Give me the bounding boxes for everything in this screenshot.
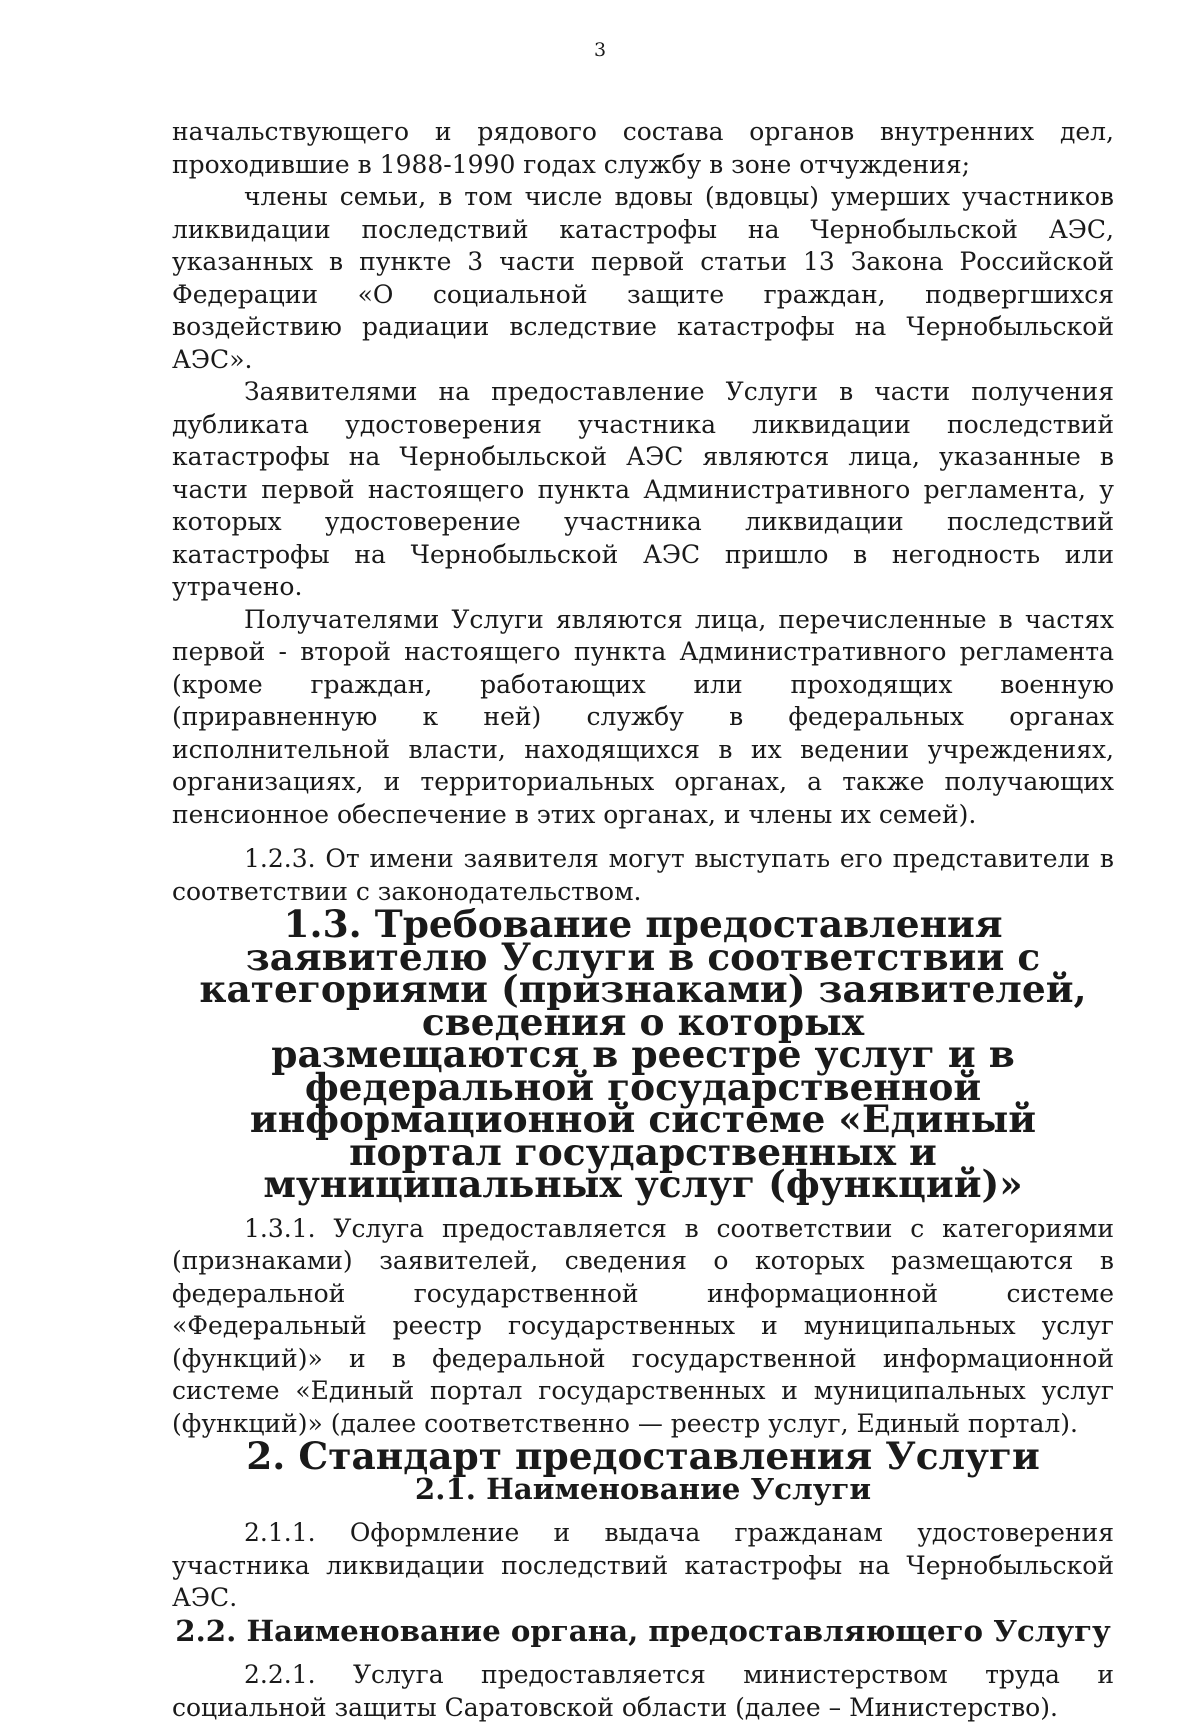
heading-line: информационной системе «Единый портал государственных и bbox=[249, 1097, 1037, 1174]
section-heading-2-1: 2.1. Наименование Услуги bbox=[414, 1471, 872, 1506]
heading-line: размещаются в реестре услуг и в федеральной государственной bbox=[271, 1032, 1015, 1109]
heading-line: категориями (признаками) заявителей, сведения о которых bbox=[199, 967, 1087, 1044]
paragraph-continuation: начальствующего и рядового состава органов внутренних дел, проходившие в 1988-1990 годах службу в зоне отчуждения; bbox=[172, 117, 1114, 179]
page-number: 3 bbox=[593, 39, 607, 61]
section-heading-1-3 bbox=[172, 902, 1114, 1206]
section-heading-2: 2. Стандарт предоставления Услуги bbox=[246, 1434, 1040, 1478]
paragraph-service-recipients: Получателями Услуги являются лица, перечисленные в частях первой - второй настоящего пункта Административного регламента (кроме граждан, работающих или проходящих военную (приравненную к ней) службу в федеральных органах исполнительной власти, находящихся в их ведении учреждениях, организациях, и территориальных органах, а также получающих пенсионное обеспечение в этих органах, и члены их семей). bbox=[172, 604, 1114, 829]
heading-line: муниципальных услуг (функций)» bbox=[263, 1162, 1023, 1206]
paragraph-duplicate-applicants: Заявителями на предоставление Услуги в части получения дубликата удостоверения участника ликвидации последствий катастрофы на Чернобыльской АЭС являются лица, указанные в части первой настоящего пункта Административного регламента, у которых удостоверение участника ликвидации последствий катастрофы на Чернобыльской АЭС пришло в негодность или утрачено. bbox=[172, 377, 1114, 601]
paragraph-2-2-1: 2.2.1. Услуга предоставляется министерством труда и социальной защиты Саратовской области (далее – Министерство). bbox=[172, 1660, 1114, 1722]
heading-line: 1.3. Требование предоставления заявителю Услуги в соответствии с bbox=[245, 902, 1041, 979]
section-heading-2-2: 2.2. Наименование органа, предоставляющего Услугу bbox=[175, 1613, 1111, 1648]
paragraph-1-3-1: 1.3.1. Услуга предоставляется в соответствии с категориями (признаками) заявителей, сведения о которых размещаются в федеральной государственной информационной системе «Федеральный реестр государственных и муниципальных услуг (функций)» и в федеральной государственной информационной системе «Единый портал государственных и муниципальных услуг (функций)» (далее соответственно — реестр услуг, Единый портал). bbox=[172, 1213, 1114, 1438]
paragraph-1-2-3: 1.2.3. От имени заявителя могут выступать его представители в соответствии с законодательством. bbox=[172, 844, 1114, 906]
paragraph-family-members: члены семьи, в том числе вдовы (вдовцы) умерших участников ликвидации последствий катастрофы на Чернобыльской АЭС, указанных в пункте 3 части первой статьи 13 Закона Российской Федерации «О социальной защите граждан, подвергшихся воздействию радиации вследствие катастрофы на Чернобыльской АЭС». bbox=[172, 182, 1114, 374]
document-body bbox=[172, 116, 1114, 1724]
paragraph-2-1-1: 2.1.1. Оформление и выдача гражданам удостоверения участника ликвидации последствий катастрофы на Чернобыльской АЭС. bbox=[172, 1518, 1114, 1612]
